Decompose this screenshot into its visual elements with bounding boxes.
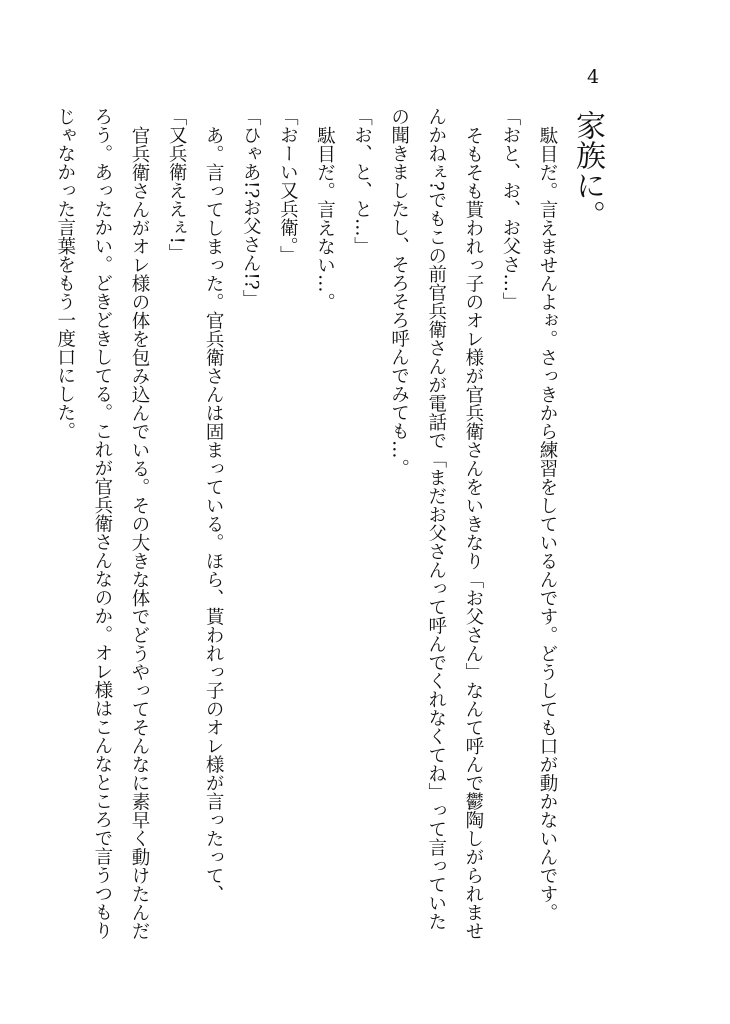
text-line: んかねぇ?でもこの前官兵衛さんが電話で「まだお父さんって呼んでくれなくてね」って言っていた [425,107,447,931]
text-line: 「おと、お、お父さ…」 [499,107,521,311]
text-line: の聞きましたし、そろそろ呼んでみても…。 [388,107,410,477]
text-line: 官兵衛さんがオレ様の体を包み込んでいる。その大きな体でどうやってそんなに素早く動けたんだ [128,125,150,940]
page-number: 4 [586,66,600,88]
text-line: じゃなかった言葉をもう一度口にした。 [54,107,76,440]
text-line: 駄目だ。言えませんよぉ。さっきから練習をしているんです。どうしても口が動かないんです。 [537,125,558,921]
chapter-title: 家族に。 [570,110,605,230]
text-line: ろう。あったかい。どきどきしてる。これが官兵衛さんなのか。オレ様はこんなところで言うつもり [91,107,113,940]
text-line: 駄目だ。言えない…。 [314,125,336,311]
body-text [54,107,566,967]
text-line: 「又兵衛ええぇ!」 [166,107,188,263]
text-line: あ。言ってしまった。官兵衛さんは固まっている。ほら、貰われっ子のオレ様が言ったって、 [203,125,225,903]
text-line: 「お、と、と…」 [351,107,373,255]
text-line: 「ひゃあ!?お父さん!?」 [240,107,262,309]
text-line: そもそも貰われっ子のオレ様が官兵衛さんをいきなり「お父さん」なんて呼んで鬱陶しがられませ [462,125,484,940]
text-line: 「おーい又兵衛。」 [277,107,299,265]
